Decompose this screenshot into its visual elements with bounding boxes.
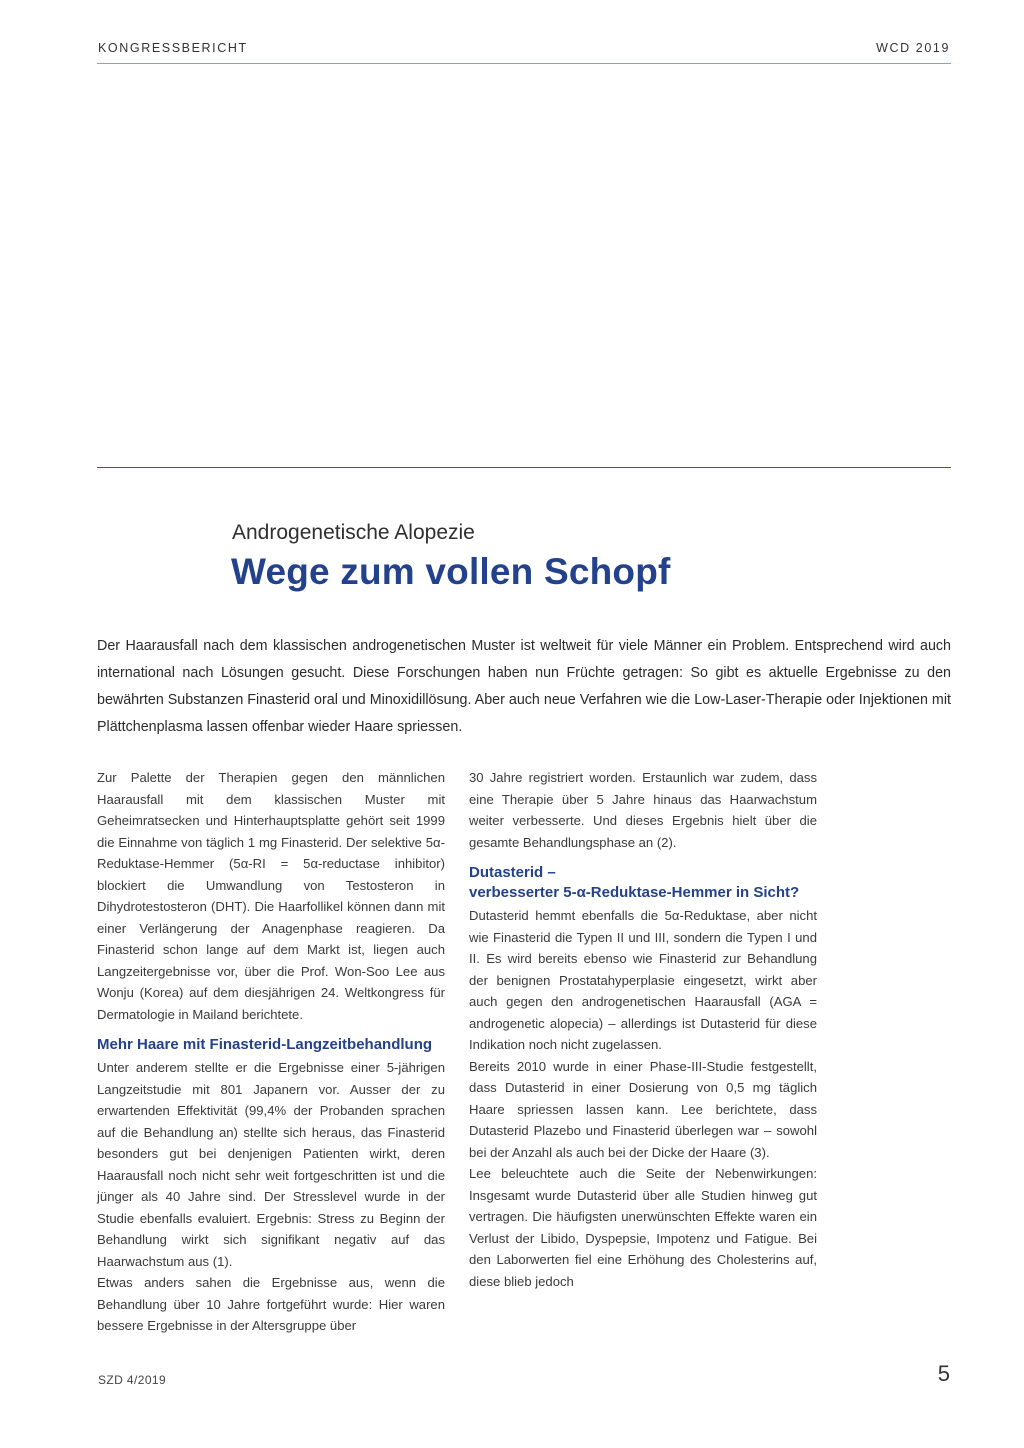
article-title: Wege zum vollen Schopf (231, 551, 671, 592)
running-header-section: KONGRESSBERICHT (98, 41, 248, 55)
article-divider (97, 467, 951, 468)
journal-issue: SZD 4/2019 (98, 1373, 167, 1387)
heading-line: Dutasterid – (469, 864, 556, 881)
paragraph: Bereits 2010 wurde in einer Phase-III-Studie festgestellt, dass Dutasterid in einer Dosierung von 0,5 mg täglich Haare spriessen lassen kann. Lee berichtete, dass Dutasterid Plazebo und Finasterid überlegen war – sowohl bei der Anzahl als auch bei der Dicke der Haare (3). (469, 1058, 817, 1160)
paragraph: Lee beleuchtete auch die Seite der Nebenwirkungen: Insgesamt wurde Dutasterid über alle Studien hinweg gut vertragen. Die häufigsten unerwünschten Effekte waren ein Verlust der Libido, Dyspepsie, Impotenz und Fatigue. Bei den Laborwerten fiel eine Erhöhung des Cholesterins auf, diese blieb jedoch (469, 1166, 817, 1289)
heading-line: verbesserter 5-α-Reduktase-Hemmer in Sicht? (469, 884, 800, 901)
section-heading-dutasterid (469, 863, 817, 903)
header-divider (97, 63, 951, 64)
paragraph: Dutasterid hemmt ebenfalls die 5α-Reduktase, aber nicht wie Finasterid die Typen II und III, sondern die Typen I und II. Es wird bereits ebenso wie Finasterid zur Behandlung der benignen Prostatahyperplasie eingesetzt, wirkt aber auch gegen den androgenetischen Haarausfall (AGA = androgenetic alopecia) – allerdings ist Dutasterid für diese Indikation noch nicht zugelassen. (469, 908, 817, 1052)
running-header-event: WCD 2019 (876, 41, 950, 55)
section-heading-finasterid: Mehr Haare mit Finasterid-Langzeitbehandlung (97, 1036, 433, 1053)
left-column (97, 767, 445, 1337)
paragraph: Etwas anders sahen die Ergebnisse aus, wenn die Behandlung über 10 Jahre fortgeführt wurde: Hier waren bessere Ergebnisse in der Altersgruppe über (97, 1275, 445, 1333)
paragraph: Zur Palette der Therapien gegen den männlichen Haarausfall mit dem klassischen Muster mit Geheimratsecken und Hinterhauptsplatte gehört seit 1999 die Einnahme von täglich 1 mg Finasterid. Der selektive 5α-Reduktase-Hemmer (5α-RI = 5α-reductase inhibitor) blockiert die Umwandlung von Testosteron in Dihydrotestosteron (DHT). Die Haarfollikel können dann mit einer Verlängerung der Anagenphase reagieren. Da Finasterid schon lange auf dem Markt ist, liegen auch Langzeitergebnisse vor, über die Prof. Won-Soo Lee aus Wonju (Korea) auf dem diesjährigen 24. Weltkongress für Dermatologie in Mailand berichtete. (97, 770, 445, 1022)
paragraph: 30 Jahre registriert worden. Erstaunlich war zudem, dass eine Therapie über 5 Jahre hinaus das Haarwachstum weiter verbesserte. Und dieses Ergebnis hielt über die gesamte Behandlungsphase an (2). (469, 770, 817, 850)
article-kicker: Androgenetische Alopezie (232, 521, 475, 544)
right-column (469, 767, 817, 1292)
article-lead: Der Haarausfall nach dem klassischen androgenetischen Muster ist weltweit für viele Männer ein Problem. Entsprechend wird auch international nach Lösungen gesucht. Diese Forschungen haben nun Früchte getragen: So gibt es aktuelle Ergebnisse zu den bewährten Substanzen Finasterid oral und Minoxidillösung. Aber auch neue Verfahren wie die Low-Laser-Therapie oder Injektionen mit Plättchenplasma lassen offenbar wieder Haare spriessen. (97, 638, 951, 735)
page-number: 5 (937, 1361, 950, 1386)
paragraph: Unter anderem stellte er die Ergebnisse einer 5-jährigen Langzeitstudie mit 801 Japanern vor. Ausser der zu erwartenden Effektivität (99,4% der Probanden sprachen auf die Behandlung an) stellte sich heraus, das Finasterid besonders gut bei denjenigen Patienten wirkt, deren Haarausfall noch nicht sehr weit fortgeschritten ist und die jünger als 40 Jahre sind. Der Stresslevel wurde in der Studie ebenfalls evaluiert. Ergebnis: Stress zu Beginn der Behandlung wirkt sich signifikant negativ auf das Haarwachstum aus (1). (97, 1060, 445, 1269)
